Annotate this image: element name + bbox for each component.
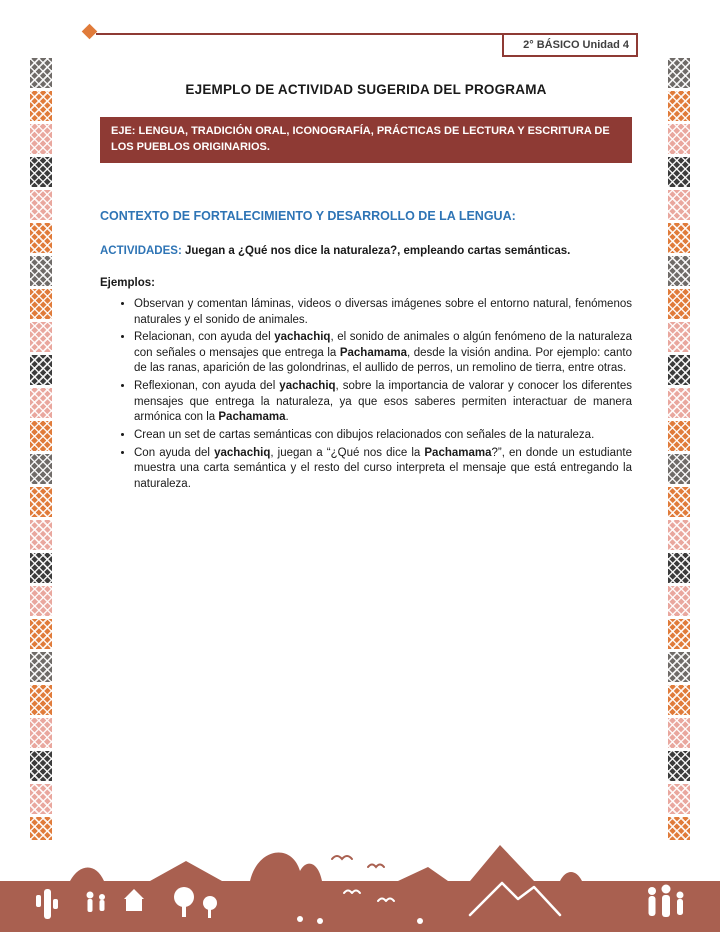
example-bullet: • Crean un set de cartas semánticas con dibujos relacionados con señales de la naturaleza. — [134, 428, 632, 444]
document-body — [100, 82, 632, 494]
landscape-silhouette-graphic — [0, 837, 720, 932]
activities-label: ACTIVIDADES: — [100, 244, 182, 257]
example-bullet: • Con ayuda del yachachiq, juegan a “¿Qué nos dice la Pachamama?”, en donde un estudiante muestra una carta semántica y el resto del curso interpreta el mensaje que está entregando la naturaleza. — [134, 446, 632, 493]
shrub-icon — [297, 916, 303, 922]
eje-banner: EJE: LENGUA, TRADICIÓN ORAL, ICONOGRAFÍA, PRÁCTICAS DE LECTURA Y ESCRITURA DE LOS PUEBLOS ORIGINARIOS. — [100, 117, 632, 163]
unit-badge-label: 2° BÁSICO Unidad 4 — [523, 39, 629, 51]
corner-ornament — [82, 24, 98, 40]
unit-badge — [502, 33, 638, 57]
example-bullet: • Relacionan, con ayuda del yachachiq, el sonido de animales o algún fenómeno de la naturaleza con señales o mensajes que entrega la Pachamama, desde la visión andina. Por ejemplo: canto de las ranas, aparición de las golondrinas, el aullido de perros, un remolino de tierra, entre otras. — [134, 330, 632, 377]
example-bullet: • Reflexionan, con ayuda del yachachiq, sobre la importancia de valorar y conocer los diferentes mensajes que entrega la naturaleza, ya que esos saberes permiten interactuar de manera armónica con la Pachamama. — [134, 379, 632, 426]
context-heading: CONTEXTO DE FORTALECIMIENTO Y DESARROLLO DE LA LENGUA: — [100, 208, 516, 223]
page-title: EJEMPLO DE ACTIVIDAD SUGERIDA DEL PROGRAMA — [185, 82, 547, 97]
examples-label: Ejemplos: — [100, 276, 155, 289]
textile-border-right — [668, 58, 690, 840]
textile-border-left — [30, 58, 52, 840]
activities-line — [100, 245, 632, 257]
bird-icon — [368, 865, 384, 868]
footer-illustration — [0, 837, 720, 932]
example-bullet: • Observan y comentan láminas, videos o diversas imágenes sobre el entorno natural, fenómenos naturales y el sonido de animales. — [134, 297, 632, 328]
activities-text: Juegan a ¿Qué nos dice la naturaleza?, empleando cartas semánticas. — [181, 244, 571, 257]
shrub-icon — [317, 918, 323, 924]
bird-icon — [332, 856, 352, 859]
shrub-icon — [417, 918, 423, 924]
examples-list — [100, 297, 632, 493]
